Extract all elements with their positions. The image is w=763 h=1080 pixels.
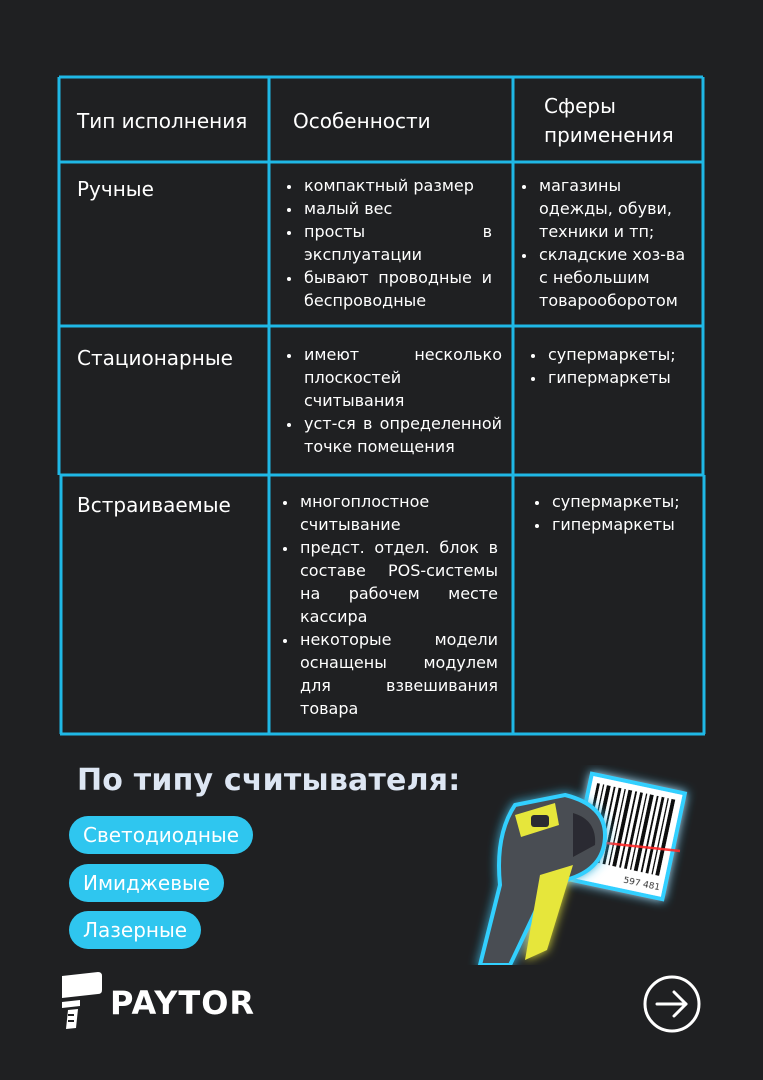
row-features-embedded: [282, 490, 498, 720]
barcode-digits: 597 481: [622, 875, 661, 894]
list-item: • предст. отдел. блок в составе POS-системы на рабочем месте кассира: [298, 536, 498, 628]
list-item: • имеют несколько плоскостей считывания: [302, 343, 502, 412]
row-type-manual: Ручные: [77, 177, 154, 201]
list-item: • компактный размер: [302, 174, 492, 197]
pill-laser: Лазерные: [69, 911, 201, 949]
list-item: • супермаркеты;: [546, 343, 695, 366]
list-item: • супермаркеты;: [550, 490, 699, 513]
pill-led: Светодиодные: [69, 816, 253, 854]
row-spheres-stationary: [530, 343, 695, 389]
row-type-embedded: Встраиваемые: [77, 493, 231, 517]
pill-imager: Имиджевые: [69, 864, 224, 902]
header-spheres: Сферы применения: [544, 94, 674, 147]
row-features-manual: [286, 174, 492, 312]
barcode-scanner-icon: [455, 765, 705, 965]
list-item: • гипермаркеты: [546, 366, 695, 389]
list-item: • бывают проводные и беспроводные: [302, 266, 492, 312]
row-type-stationary: Стационарные: [77, 346, 233, 370]
paytor-logo-icon: [58, 970, 108, 1032]
header-features: Особенности: [293, 109, 431, 133]
arrow-right-circle-icon[interactable]: [642, 974, 702, 1034]
row-spheres-embedded: [534, 490, 699, 536]
list-item: • малый вес: [302, 197, 492, 220]
brand-logo: [58, 970, 258, 1032]
row-features-stationary: [286, 343, 502, 458]
header-type: Тип исполнения: [77, 109, 248, 133]
brand-name: PAYTOR: [110, 984, 256, 1022]
row-spheres-manual: [521, 174, 691, 312]
section-title: По типу считывателя:: [77, 763, 461, 798]
list-item: • уст-ся в определенной точке помещения: [302, 412, 502, 458]
list-item: • гипермаркеты: [550, 513, 699, 536]
list-item: • многоплостное считывание: [298, 490, 498, 536]
list-item: • складские хоз-ва с небольшим товарооборотом: [537, 243, 691, 312]
list-item: • просты в эксплуатации: [302, 220, 492, 266]
list-item: • магазины одежды, обуви, техники и тп;: [537, 174, 691, 243]
list-item: • некоторые модели оснащены модулем для взвешивания товара: [298, 628, 498, 720]
